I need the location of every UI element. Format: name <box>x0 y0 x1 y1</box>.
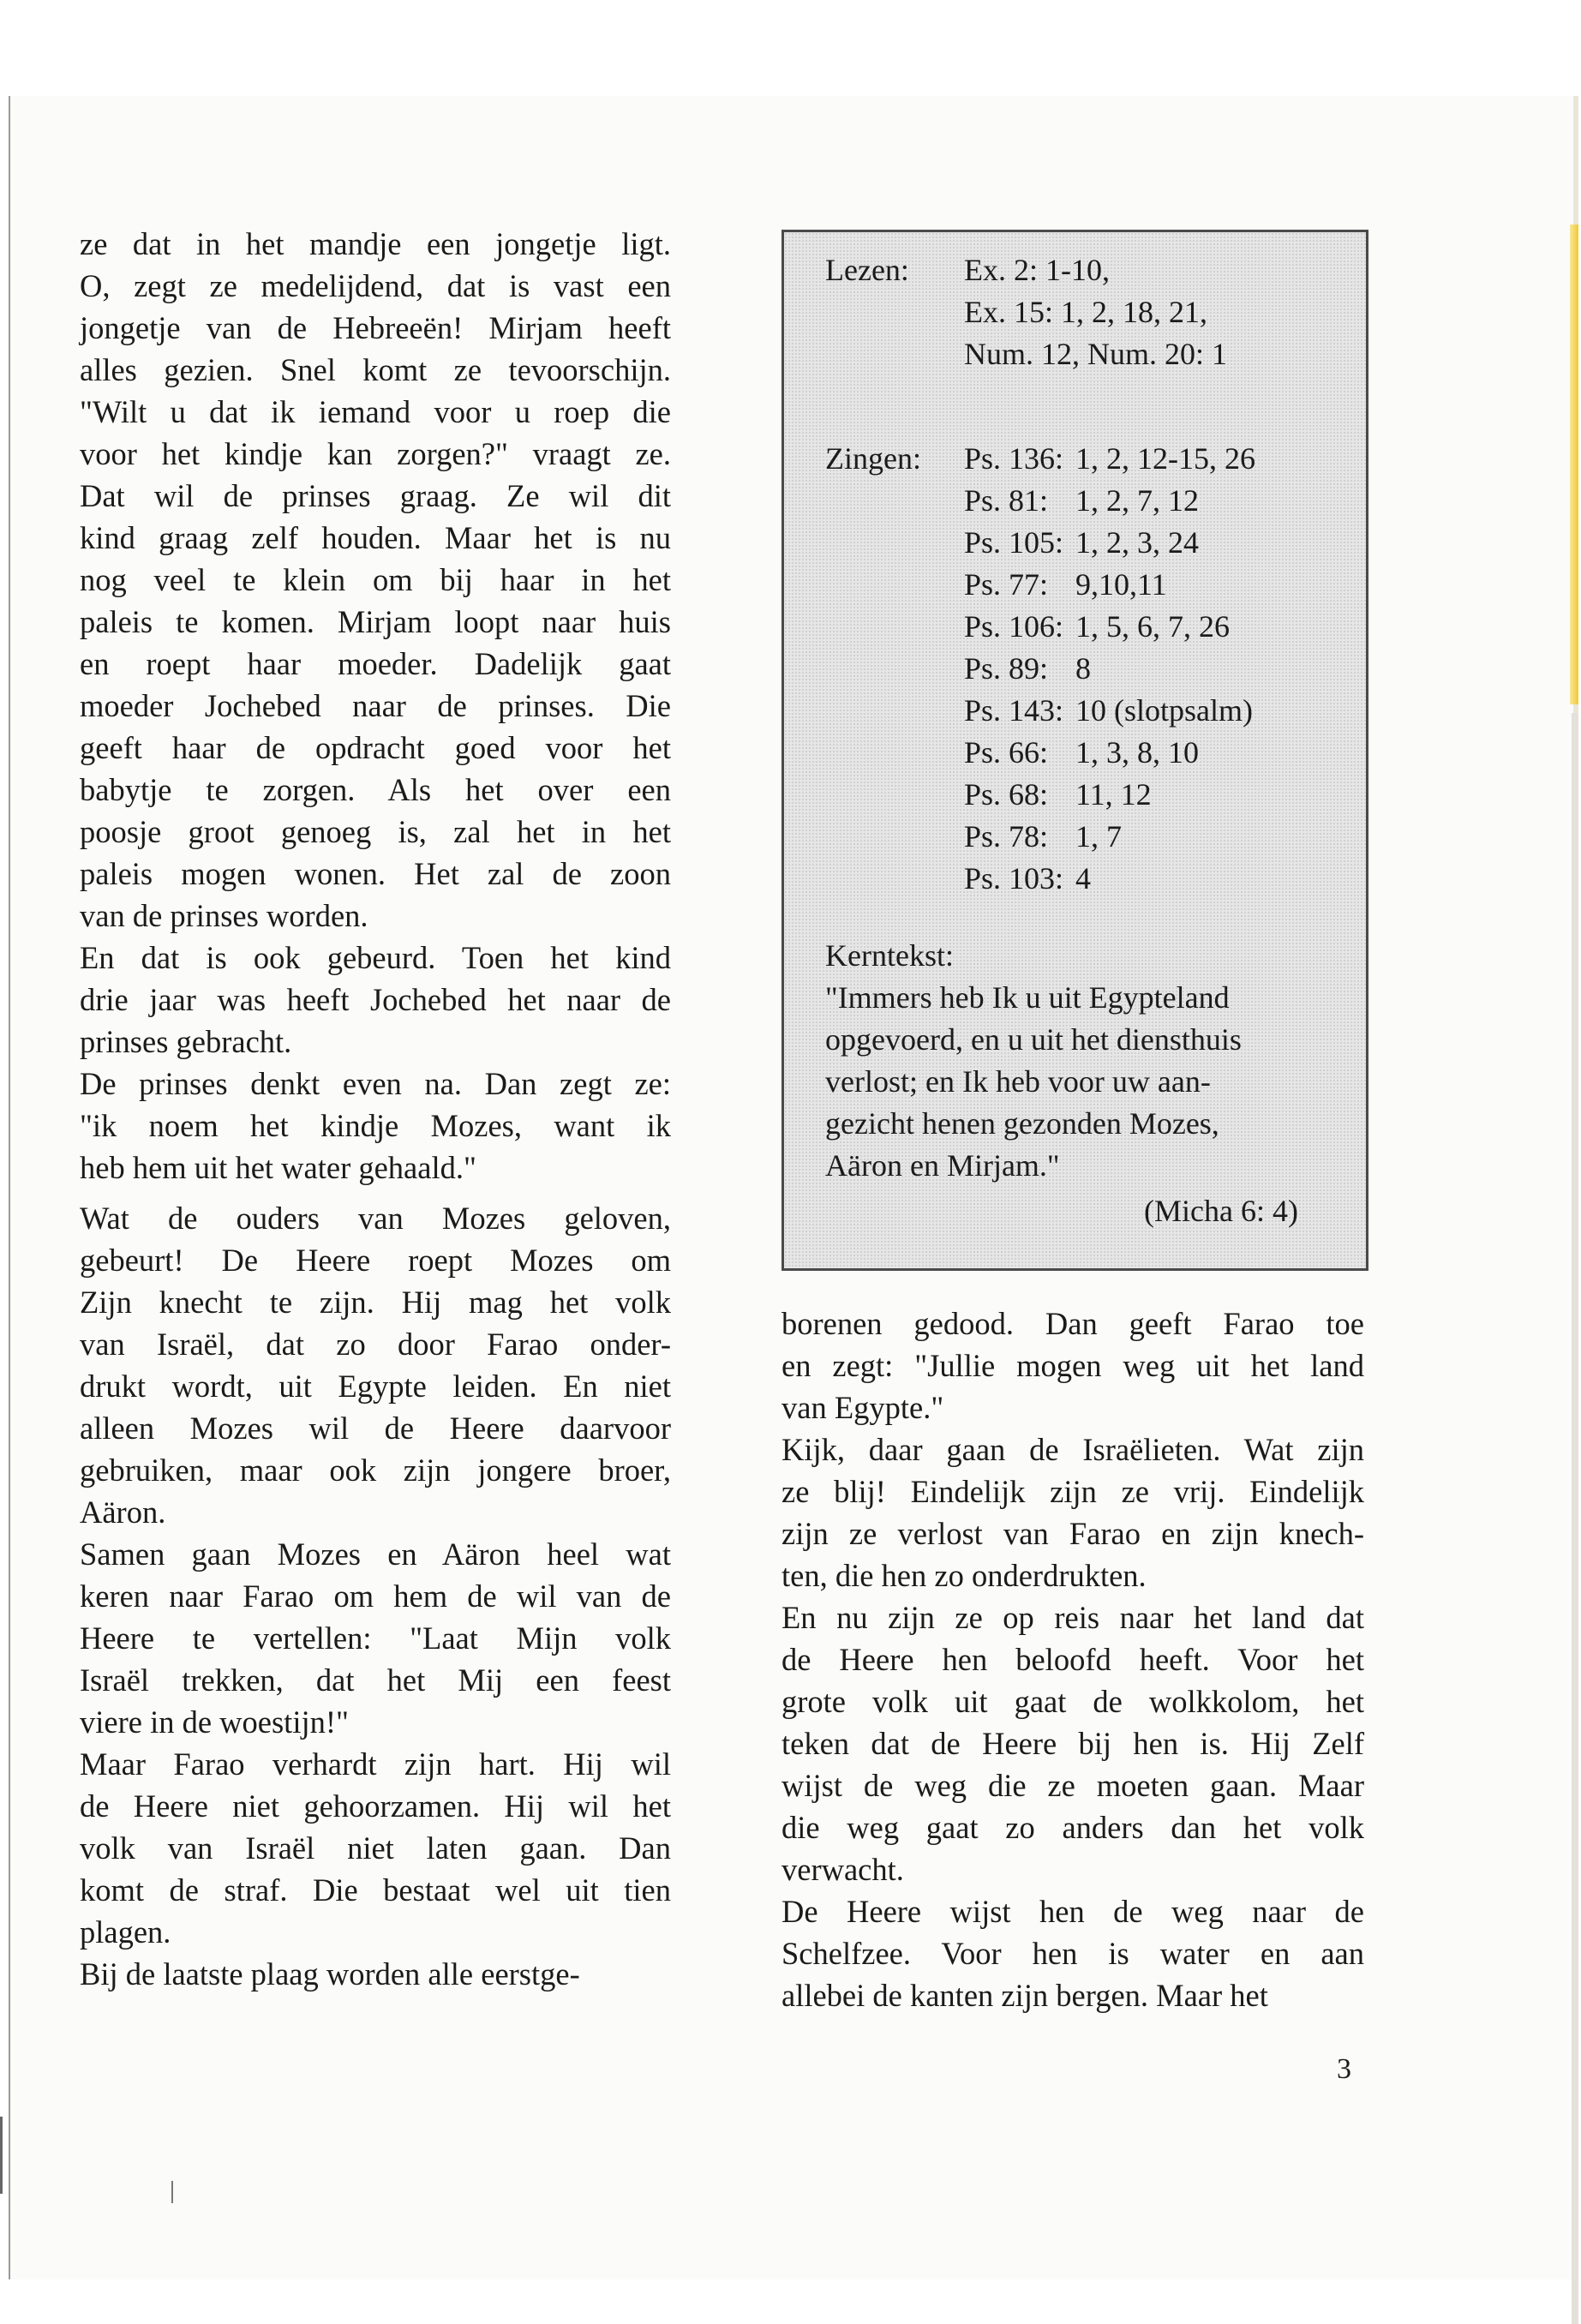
left-text-column <box>80 223 671 1995</box>
text-line: de Heere hen beloofd heeft. Voor het <box>782 1642 1364 1677</box>
text-line: volk van Israël niet laten gaan. Dan <box>80 1830 671 1866</box>
kerntekst-quote <box>825 977 1339 1187</box>
psalm-verses: 1, 7 <box>1075 819 1122 854</box>
kerntekst-line: "Immers heb Ik u uit Egypteland <box>825 980 1230 1015</box>
psalm-number: Ps. 68: <box>964 777 1049 812</box>
text-line: keren naar Farao om hem de wil van de <box>80 1578 671 1614</box>
text-line: Heere te vertellen: "Laat Mijn volk <box>80 1620 671 1656</box>
psalm-number: Ps. 136: <box>964 441 1064 476</box>
text-line: Maar Farao verhardt zijn hart. Hij wil <box>80 1746 671 1782</box>
text-line: wijst de weg die ze moeten gaan. Maar <box>782 1768 1364 1803</box>
text-line: babytje te zorgen. Als het over een <box>80 772 671 807</box>
right-text-column <box>782 1303 1364 2016</box>
text-line: kind graag zelf houden. Maar het is nu <box>80 520 671 555</box>
page-edge-gray <box>1572 713 1578 2324</box>
text-line: nog veel te klein om bij haar in het <box>80 562 671 597</box>
psalm-number: Ps. 143: <box>964 693 1064 728</box>
psalm-verses: 10 (slotpsalm) <box>1075 693 1253 728</box>
text-line: gebruiken, maar ook zijn jongere broer, <box>80 1452 671 1488</box>
text-line: ze blij! Eindelijk zijn ze vrij. Eindelijk <box>782 1474 1364 1509</box>
page-number: 3 <box>1337 2053 1351 2085</box>
text-line: Israël trekken, dat het Mij een feest <box>80 1662 671 1698</box>
psalm-verses: 1, 2, 7, 12 <box>1075 483 1199 518</box>
lezen-ref: Ex. 15: 1, 2, 18, 21, <box>964 295 1207 329</box>
text-line: teken dat de Heere bij hen is. Hij Zelf <box>782 1726 1364 1761</box>
psalm-verses: 1, 5, 6, 7, 26 <box>1075 609 1230 644</box>
text-line: drukt wordt, uit Egypte leiden. En niet <box>80 1369 671 1404</box>
psalm-number: Ps. 103: <box>964 861 1064 895</box>
psalm-number: Ps. 89: <box>964 651 1049 686</box>
psalm-verses: 1, 2, 3, 24 <box>1075 525 1199 560</box>
text-line: paleis mogen wonen. Het zal de zoon <box>80 856 671 891</box>
kerntekst-reference: (Micha 6: 4) <box>1144 1194 1298 1228</box>
psalm-verses: 11, 12 <box>1075 777 1152 812</box>
text-line: paleis te komen. Mirjam loopt naar huis <box>80 604 671 639</box>
text-line: en zegt: "Jullie mogen weg uit het land <box>782 1348 1364 1383</box>
text-line: Kijk, daar gaan de Israëlieten. Wat zijn <box>782 1432 1364 1467</box>
kerntekst-line: Aäron en Mirjam." <box>825 1148 1060 1183</box>
lezen-ref: Ex. 2: 1-10, <box>964 253 1110 287</box>
kerntekst-line: gezicht henen gezonden Mozes, <box>825 1106 1219 1141</box>
text-line: heb hem uit het water gehaald." <box>80 1150 476 1185</box>
text-line: viere in de woestijn!" <box>80 1704 349 1740</box>
psalm-verses: 4 <box>1075 861 1091 895</box>
text-line: van de prinses worden. <box>80 898 368 933</box>
scan-mark <box>171 2181 173 2203</box>
text-line: Dat wil de prinses graag. Ze wil dit <box>80 478 671 513</box>
text-line: En dat is ook gebeurd. Toen het kind <box>80 940 671 975</box>
lezen-label: Lezen: <box>825 253 909 287</box>
text-line: drie jaar was heeft Jochebed het naar de <box>80 982 671 1017</box>
kerntekst-label: Kerntekst: <box>825 938 954 973</box>
text-line: De prinses denkt even na. Dan zegt ze: <box>80 1066 671 1101</box>
text-line: allebei de kanten zijn bergen. Maar het <box>782 1978 1268 2013</box>
text-line: En nu zijn ze op reis naar het land dat <box>782 1600 1364 1635</box>
psalm-number: Ps. 81: <box>964 483 1049 518</box>
text-line: Aäron. <box>80 1494 166 1530</box>
psalm-verses: 1, 3, 8, 10 <box>1075 735 1199 770</box>
text-line: die weg gaat zo anders dan het volk <box>782 1810 1364 1845</box>
psalm-verses: 8 <box>1075 651 1091 686</box>
text-line: verwacht. <box>782 1852 904 1887</box>
text-line: alleen Mozes wil de Heere daarvoor <box>80 1411 671 1446</box>
text-line: zijn ze verlost van Farao en zijn knech- <box>782 1516 1364 1551</box>
text-line: komt de straf. Die bestaat wel uit tien <box>80 1872 671 1908</box>
text-line: Schelfzee. Voor hen is water en aan <box>782 1936 1364 1971</box>
text-line: gebeurt! De Heere roept Mozes om <box>80 1243 671 1278</box>
text-line: plagen. <box>80 1914 171 1950</box>
psalm-number: Ps. 77: <box>964 567 1049 602</box>
zingen-label: Zingen: <box>825 441 921 476</box>
text-line: geeft haar de opdracht goed voor het <box>80 730 671 765</box>
text-line: De Heere wijst hen de weg naar de <box>782 1894 1364 1929</box>
text-line: voor het kindje kan zorgen?" vraagt ze. <box>80 436 671 471</box>
text-line: van Israël, dat zo door Farao onder- <box>80 1327 671 1362</box>
text-line: de Heere niet gehoorzamen. Hij wil het <box>80 1788 671 1824</box>
psalm-number: Ps. 106: <box>964 609 1064 644</box>
text-line: "Wilt u dat ik iemand voor u roep die <box>80 394 671 429</box>
paragraph-gap <box>80 1189 671 1197</box>
psalm-number: Ps. 78: <box>964 819 1049 854</box>
text-line: poosje groot genoeg is, zal het in het <box>80 814 671 849</box>
text-line: O, zegt ze medelijdend, dat is vast een <box>80 268 671 303</box>
text-line: jongetje van de Hebreeën! Mirjam heeft <box>80 310 671 345</box>
reading-box <box>782 230 1368 1271</box>
text-line: "ik noem het kindje Mozes, want ik <box>80 1108 671 1143</box>
kerntekst-line: opgevoerd, en u uit het diensthuis <box>825 1022 1242 1057</box>
binding-mark <box>0 2117 3 2194</box>
text-line: Bij de laatste plaag worden alle eerstge- <box>80 1956 580 1992</box>
page-edge-yellow <box>1570 225 1578 704</box>
text-line: ze dat in het mandje een jongetje ligt. <box>80 226 671 261</box>
text-line: Samen gaan Mozes en Aäron heel wat <box>80 1536 671 1572</box>
lezen-ref: Num. 12, Num. 20: 1 <box>964 337 1228 371</box>
text-line: prinses gebracht. <box>80 1024 292 1059</box>
text-line: alles gezien. Snel komt ze tevoorschijn. <box>80 352 671 387</box>
kerntekst-line: verlost; en Ik heb voor uw aan- <box>825 1064 1211 1099</box>
text-line: Wat de ouders van Mozes geloven, <box>80 1201 671 1236</box>
psalm-number: Ps. 105: <box>964 525 1064 560</box>
text-line: en roept haar moeder. Dadelijk gaat <box>80 646 671 681</box>
psalm-verses: 9,10,11 <box>1075 567 1167 602</box>
text-line: van Egypte." <box>782 1390 944 1425</box>
text-line: Zijn knecht te zijn. Hij mag het volk <box>80 1285 671 1320</box>
text-line: ten, die hen zo onderdrukten. <box>782 1558 1147 1593</box>
psalm-verses: 1, 2, 12-15, 26 <box>1075 441 1255 476</box>
text-line: grote volk uit gaat de wolkkolom, het <box>782 1684 1364 1719</box>
psalm-number: Ps. 66: <box>964 735 1049 770</box>
text-line: borenen gedood. Dan geeft Farao toe <box>782 1306 1364 1341</box>
text-line: moeder Jochebed naar de prinses. Die <box>80 688 671 723</box>
